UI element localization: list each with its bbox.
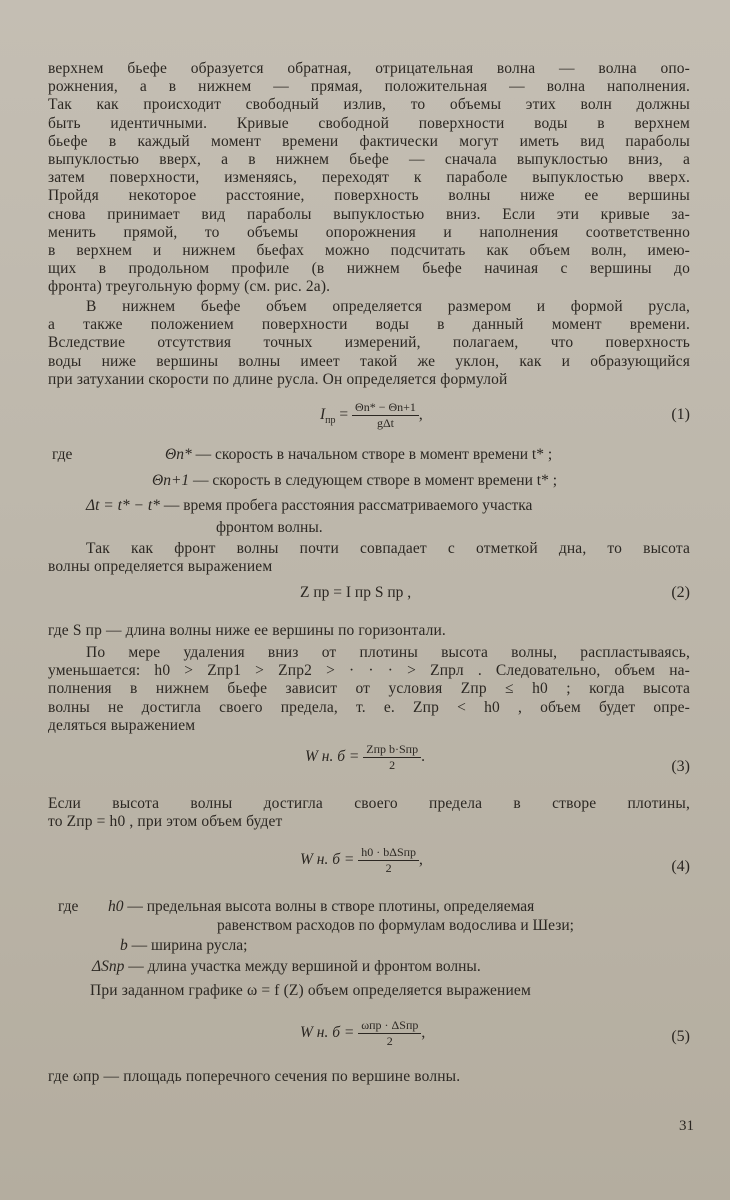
definition-text: — ширина русла; [131, 937, 248, 954]
numerator: h0 · bΔSпр [358, 845, 419, 861]
text-line: при затухании скорости по длине русла. Он определяется формулой [48, 370, 508, 388]
eq-lhs: W н. б = [300, 1024, 355, 1042]
equation-number: (5) [671, 1028, 690, 1045]
text-line: уменьшается: h0 > Zпр1 > Zпр2 > · · · > Zпрл . Следовательно, объем на- [48, 662, 690, 680]
eq-lhs-sub: пр [325, 415, 336, 427]
fraction [358, 1018, 421, 1049]
text-line: в верхнем и нижнем бьефах можно подсчитать как объем волн, имею- [48, 242, 690, 260]
definition-text: — скорость в следующем створе в момент времени t* ; [193, 472, 558, 489]
denominator: gΔt [376, 416, 394, 430]
equation-number: (2) [671, 584, 690, 601]
numerator: Zпр b·Sпр [363, 742, 421, 758]
numerator: Θn* − Θn+1 [352, 400, 419, 416]
text-line: полнения в нижнем бьефе зависит от условия Zпр ≤ h0 ; когда высота [48, 680, 690, 698]
equation-5: W н. б = $\frac{\text{ωпр · ΔSпр}}{2}$ , [300, 1018, 426, 1048]
denominator: 2 [389, 758, 396, 772]
text-line: По мере удаления вниз от плотины высота волны, распластываясь, [86, 644, 690, 661]
text-line: Так как происходит свободный излив, то объемы этих волн должны [48, 96, 690, 114]
text-line: где S пр — длина волны ниже ее вершины по горизонтали. [48, 622, 446, 639]
definition-line: равенством расходов по формулам водослива и Шези; [217, 917, 574, 934]
text-line: Так как фронт волны почти совпадает с отметкой дна, то высота [86, 540, 690, 557]
fraction [352, 400, 419, 431]
text-line: воды ниже вершины волны имеет такой же уклон, как и образующийся [48, 352, 690, 370]
paragraph-1 [48, 60, 690, 297]
text-line: При заданном графике ω = f (Z) объем определяется выражением [90, 982, 531, 999]
definition-line [108, 898, 534, 916]
text-line: то Zпр = h0 , при этом объем будет [48, 813, 283, 831]
definition-line: фронтом волны. [216, 519, 323, 536]
text-line: В нижнем бьефе объем определяется размером и формой русла, [86, 298, 690, 315]
paragraph-3 [48, 540, 690, 576]
text-line: где ωпр — площадь поперечного сечения по вершине волны. [48, 1068, 461, 1085]
paragraph-2 [48, 298, 690, 389]
text-line: а также положением поверхности воды в данный момент времени. [48, 316, 690, 334]
eq-lhs: W н. б = [305, 748, 360, 766]
text-line: Вследствие отсутствия точных измерений, полагаем, что поверхность [48, 334, 690, 352]
definition-line [92, 958, 481, 976]
definition-text: — предельная высота волны в створе плотины, определяемая [127, 898, 535, 915]
eq-lhs: W н. б = [300, 851, 355, 869]
text-line: деляться выражением [48, 716, 196, 734]
equation-number: (4) [671, 858, 690, 875]
fraction [363, 742, 421, 773]
page-number: 31 [679, 1118, 694, 1134]
symbol: ΔSпр [92, 958, 125, 975]
text-line: менить прямой, то объемы опорожнения и наполнения соответственно [48, 223, 690, 241]
definition-text: — время пробега расстояния рассматриваемого участка [163, 497, 533, 514]
denominator: 2 [386, 1034, 393, 1048]
paragraph-7 [90, 982, 690, 1000]
text-line: Если высота волны достигла своего предела в створе плотины, [48, 795, 690, 812]
text-line: волны определяется выражением [48, 558, 273, 576]
text-line: Пройдя некоторое расстояние, поверхность волны ниже ее вершины [48, 187, 690, 205]
equation-4: W н. б = $\frac{\text{h0 · bΔSпр}}{2}$ , [300, 845, 423, 875]
symbol: Θn+1 [152, 472, 190, 489]
where-label: где [58, 898, 79, 915]
symbol: b [120, 937, 128, 954]
definition-line [86, 497, 532, 515]
text-line: волны не достигла своего предела, т. е. Zпр < h0 , объем будет опре- [48, 698, 690, 716]
equation-number: (1) [671, 406, 690, 423]
text-line: щих в продольном профиле (в нижнем бьефе начиная с вершины до [48, 260, 690, 278]
text-line: выпуклостью вверх, а в нижнем бьефе — сначала выпуклостью вниз, а [48, 151, 690, 169]
text-line: затем поверхности, изменяясь, переходят к параболе выпуклостью вверх. [48, 169, 690, 187]
symbol: Θn* [165, 446, 192, 463]
symbol: Δt = t* − t* [86, 497, 160, 514]
fraction [358, 845, 419, 876]
definition-line [120, 937, 247, 955]
symbol: h0 [108, 898, 124, 915]
definition-text: — длина участка между вершиной и фронтом волны. [128, 958, 481, 975]
equation-1: $I_{пр}$ = $\frac{\Theta n* - \Theta n+1}{\text{gΔt}}$ , [320, 400, 423, 430]
text-line: бьефе в каждый момент времени фактически могут иметь вид параболы [48, 132, 690, 150]
definition-text: — скорость в начальном створе в момент времени t* ; [195, 446, 553, 463]
paragraph-8 [48, 1068, 690, 1086]
text-line: верхнем бьефе образуется обратная, отрицательная волна — волна опо- [48, 60, 690, 77]
eq-lhs: I [320, 406, 326, 424]
denominator: 2 [385, 861, 392, 875]
text-line: снова принимает вид параболы выпуклостью вниз. Если эти кривые за- [48, 205, 690, 223]
where-label: где [52, 446, 73, 463]
equation-3: W н. б = $\frac{\text{Zпр b·Sпр}}{2}$ . [305, 742, 425, 772]
definition-line [165, 446, 552, 464]
paragraph-5 [48, 644, 690, 735]
text-line: быть идентичными. Кривые свободной поверхности воды в верхнем [48, 114, 690, 132]
text-line: фронта) треугольную форму (см. рис. 2а). [48, 278, 331, 296]
text-line: рожнения, а в нижнем — прямая, положительная — волна наполнения. [48, 78, 690, 96]
equation-number: (3) [671, 758, 690, 775]
numerator: ωпр · ΔSпр [358, 1018, 421, 1034]
equation-2: Z пр = I пр S пр , [300, 584, 412, 601]
paragraph-6 [48, 795, 690, 831]
paragraph-4 [48, 622, 690, 640]
definition-line [152, 472, 557, 490]
